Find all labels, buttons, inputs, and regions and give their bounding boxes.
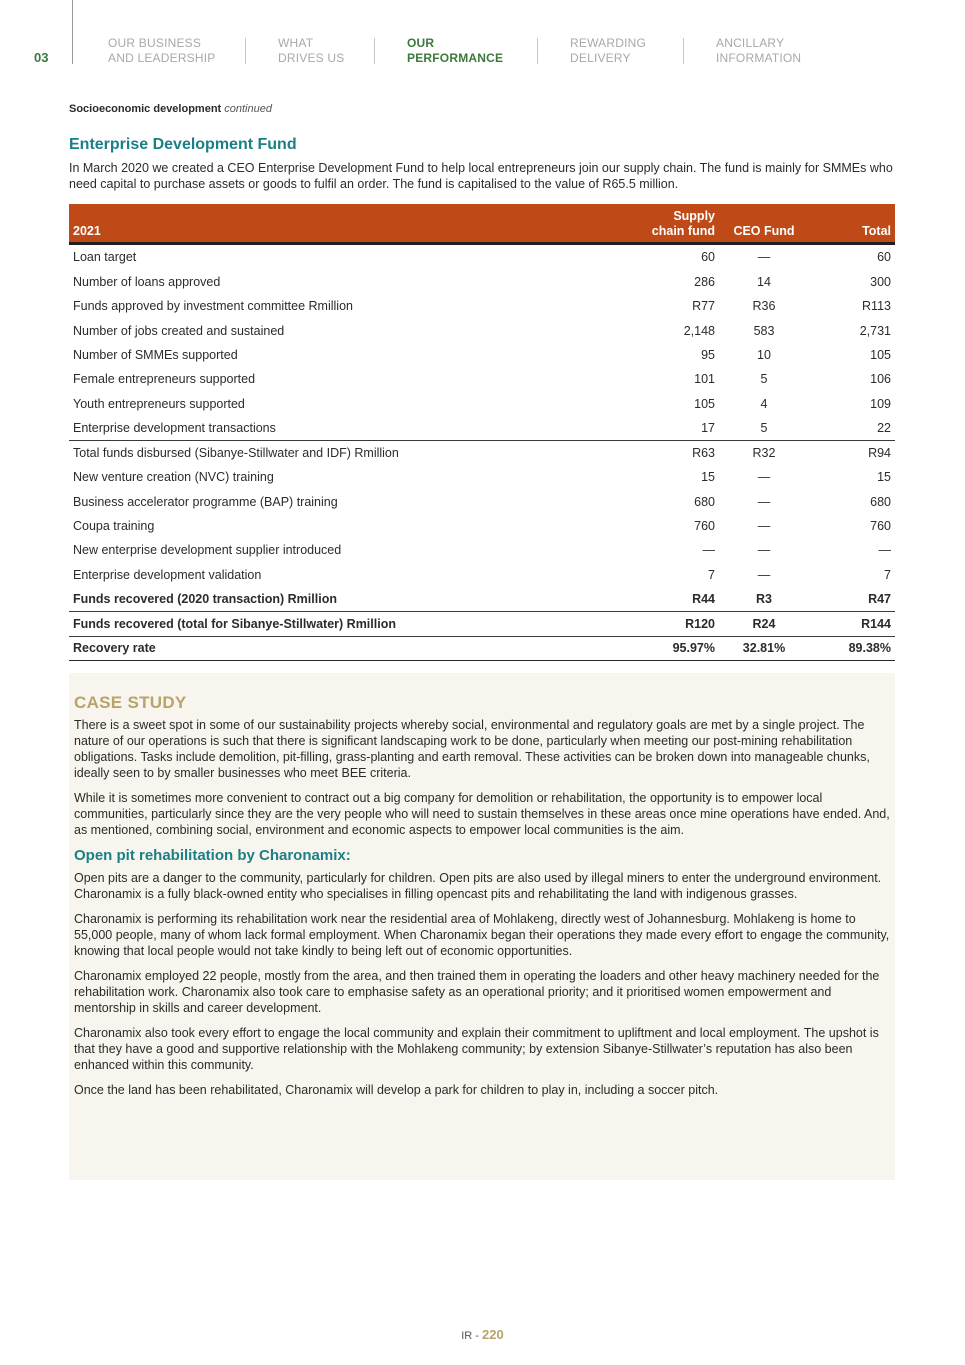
row-label: New venture creation (NVC) training bbox=[73, 470, 274, 485]
chapter-navigation bbox=[0, 0, 965, 80]
row-label: Total funds disbursed (Sibanye-Stillwater and IDF) Rmillion bbox=[69, 441, 629, 465]
nav-separator bbox=[683, 38, 684, 64]
row-supply-chain-fund: 60 bbox=[701, 250, 715, 265]
row-supply-chain-fund: R77 bbox=[692, 299, 715, 314]
nav-what-drives-us[interactable] bbox=[278, 36, 344, 66]
row-label: Number of SMMEs supported bbox=[73, 347, 238, 362]
row-ceo-fund: 14 bbox=[757, 274, 771, 289]
row-supply-chain-fund: 101 bbox=[694, 372, 715, 387]
case-study-paragraph: Charonamix is performing its rehabilitation work near the residential area of Mohlakeng, directly west of Johannesburg. Mohlakeng is home to 55,000 people, many of whom lack formal employment. When Charonamix began their operations they made every effort to engage the community, knowing that local people would not take kindly to being left out of economic opportunities. bbox=[74, 912, 890, 958]
row-total: 300 bbox=[870, 274, 891, 289]
row-supply-chain-fund: R63 bbox=[629, 441, 719, 465]
row-supply-chain-fund: R44 bbox=[692, 592, 715, 607]
row-total: 680 bbox=[870, 494, 891, 509]
case-study-paragraph: Charonamix also took every effort to engage the local community and explain their commitment to upliftment and local employment. The upshot is that they have a good and supportive relationship with the Mohlakeng community; by extension Sibanye-Stillwater’s reputation has also been enhanced within this community. bbox=[74, 1026, 879, 1072]
row-label: Enterprise development transactions bbox=[73, 421, 276, 436]
case-study-subtitle: Open pit rehabilitation by Charonamix: bbox=[74, 847, 351, 864]
row-ceo-fund: 583 bbox=[753, 323, 775, 338]
row-total: 760 bbox=[870, 519, 891, 534]
nav-ancillary-information[interactable] bbox=[716, 36, 801, 66]
nav-label: AND LEADERSHIP bbox=[108, 51, 216, 65]
section-continued: continued bbox=[224, 103, 272, 115]
nav-label: WHAT bbox=[278, 36, 314, 50]
row-supply-chain-fund: 105 bbox=[694, 396, 715, 411]
nav-separator bbox=[374, 38, 375, 64]
nav-our-performance[interactable] bbox=[407, 36, 503, 66]
chapter-divider bbox=[72, 0, 73, 64]
table-row bbox=[69, 636, 895, 660]
row-label: Number of loans approved bbox=[73, 274, 221, 289]
table-row bbox=[69, 563, 895, 587]
row-ceo-fund: 5 bbox=[760, 372, 768, 387]
page-footer bbox=[0, 1327, 965, 1342]
case-study-paragraph: Charonamix employed 22 people, mostly from the area, and then trained them in operating the loaders and other heavy machinery needed for the rehabilitation work. Charonamix also took care to emphasise safety as an operational priority; and it prioritised women empowerment and mentorship in skills and career development. bbox=[74, 969, 880, 1015]
header-year: 2021 bbox=[73, 224, 101, 238]
row-supply-chain-fund: 680 bbox=[694, 494, 715, 509]
row-supply-chain-fund: 17 bbox=[701, 421, 715, 436]
row-label: Female entrepreneurs supported bbox=[73, 372, 256, 387]
header-supply-line1: Supply bbox=[673, 209, 715, 223]
header-ceo-fund: CEO Fund bbox=[733, 224, 795, 238]
row-total: — bbox=[878, 543, 891, 558]
section-breadcrumb bbox=[69, 103, 272, 115]
case-study-paragraph: While it is sometimes more convenient to contract out a big company for demolition or rehabilitation, the opportunity is to empower local communities, particularly since they are the very people who will need to sustain themselves in these areas once mine operations have ended. And, as mentioned, combining social, environment and economic aspects to empower local communities is the aim. bbox=[74, 791, 890, 837]
row-ceo-fund: R36 bbox=[752, 299, 776, 314]
row-label: Youth entrepreneurs supported bbox=[73, 396, 245, 411]
row-label: Funds approved by investment committee Rmillion bbox=[73, 299, 353, 314]
row-total: R144 bbox=[809, 612, 895, 636]
case-study-paragraph: There is a sweet spot in some of our sustainability projects whereby social, environmental and regulatory goals are met by a single project. The nature of our operations is such that there is significant landscaping work to be done, particularly when meeting our post-mining rehabilitation obligations. Tasks include demolition, pit-filling, grass-planting and earth removal. These activities can be broken down into manageable chunks, ideally seen to by smaller businesses who meet BEE criteria. bbox=[74, 718, 870, 780]
row-supply-chain-fund: 95.97% bbox=[629, 636, 719, 660]
row-total: 7 bbox=[884, 567, 891, 582]
row-total: 15 bbox=[877, 470, 891, 485]
nav-rewarding-delivery[interactable] bbox=[570, 36, 646, 66]
row-label: Number of jobs created and sustained bbox=[73, 323, 285, 338]
row-label: Recovery rate bbox=[69, 636, 629, 660]
table-row bbox=[69, 587, 895, 611]
table-row bbox=[69, 245, 895, 269]
row-total: 89.38% bbox=[809, 636, 895, 660]
row-ceo-fund: — bbox=[757, 494, 771, 509]
header-supply-line2: chain fund bbox=[651, 224, 715, 238]
table-row bbox=[69, 416, 895, 440]
page-number: 220 bbox=[482, 1327, 504, 1342]
nav-separator bbox=[245, 38, 246, 64]
fund-intro: In March 2020 we created a CEO Enterprise Development Fund to help local entrepreneurs join our supply chain. The fund is mainly for SMMEs who need capital to purchase assets or goods to fulfil an order. The fund is capitalised to the value of R65.5 million. bbox=[69, 161, 893, 191]
nav-label: OUR bbox=[407, 36, 435, 50]
row-supply-chain-fund: 760 bbox=[694, 519, 715, 534]
nav-label: INFORMATION bbox=[716, 51, 802, 65]
row-ceo-fund: R24 bbox=[719, 612, 809, 636]
row-label: Enterprise development validation bbox=[73, 567, 262, 582]
table-row bbox=[69, 514, 895, 538]
nav-label: ANCILLARY bbox=[716, 36, 785, 50]
row-total: R47 bbox=[868, 592, 891, 607]
nav-separator bbox=[537, 38, 538, 64]
row-ceo-fund: 32.81% bbox=[719, 636, 809, 660]
row-ceo-fund: 4 bbox=[760, 396, 768, 411]
fund-title: Enterprise Development Fund bbox=[69, 136, 297, 153]
row-total: 105 bbox=[870, 347, 891, 362]
table-row bbox=[69, 441, 895, 465]
section-name: Socioeconomic development bbox=[69, 103, 222, 115]
row-total: 106 bbox=[870, 372, 891, 387]
row-ceo-fund: — bbox=[757, 567, 771, 582]
row-supply-chain-fund: 95 bbox=[701, 347, 715, 362]
table-row bbox=[69, 269, 895, 293]
row-ceo-fund: — bbox=[757, 250, 771, 265]
row-ceo-fund: R32 bbox=[719, 441, 809, 465]
table-row bbox=[69, 538, 895, 562]
table-row bbox=[69, 343, 895, 367]
row-label: New enterprise development supplier introduced bbox=[73, 543, 342, 558]
table-row bbox=[69, 392, 895, 416]
footer-prefix: IR - bbox=[461, 1330, 483, 1342]
enterprise-development-table bbox=[69, 204, 895, 661]
nav-label: REWARDING bbox=[570, 36, 647, 50]
row-ceo-fund: R3 bbox=[756, 592, 772, 607]
row-total: 22 bbox=[877, 421, 891, 436]
case-study-paragraph: Open pits are a danger to the community, particularly for children. Open pits are also used by illegal miners to enter the underground environment. Charonamix is a fully black-owned entity who specialises in filling opencast pits and rehabilitating the land with indigenous grasses. bbox=[74, 871, 882, 901]
row-total: 2,731 bbox=[859, 323, 891, 338]
row-total: R113 bbox=[862, 299, 891, 314]
table-row bbox=[69, 294, 895, 318]
row-ceo-fund: — bbox=[757, 470, 771, 485]
header-supply-chain-fund bbox=[629, 204, 719, 242]
row-ceo-fund: 10 bbox=[757, 347, 771, 362]
nav-our-business[interactable] bbox=[108, 36, 216, 66]
header-total: Total bbox=[862, 224, 891, 238]
table-row bbox=[69, 318, 895, 342]
row-supply-chain-fund: 15 bbox=[701, 470, 715, 485]
table-header-row bbox=[69, 204, 895, 242]
row-total: 60 bbox=[877, 250, 891, 265]
table-body bbox=[69, 245, 895, 660]
nav-label: DRIVES US bbox=[278, 51, 345, 65]
row-ceo-fund: — bbox=[757, 543, 771, 558]
table-row bbox=[69, 489, 895, 513]
row-supply-chain-fund: — bbox=[702, 543, 715, 558]
nav-label: OUR BUSINESS bbox=[108, 36, 202, 50]
row-label: Coupa training bbox=[73, 519, 155, 534]
row-label: Funds recovered (2020 transaction) Rmillion bbox=[73, 592, 337, 607]
row-label: Loan target bbox=[73, 250, 137, 265]
table-row bbox=[69, 612, 895, 636]
case-study-title: CASE STUDY bbox=[74, 693, 187, 712]
nav-label: DELIVERY bbox=[570, 51, 631, 65]
chapter-number: 03 bbox=[34, 50, 49, 65]
row-supply-chain-fund: 2,148 bbox=[683, 323, 715, 338]
case-study-panel bbox=[69, 673, 895, 1180]
row-label: Business accelerator programme (BAP) training bbox=[73, 494, 338, 509]
row-supply-chain-fund: R120 bbox=[629, 612, 719, 636]
case-study-paragraph: Once the land has been rehabilitated, Charonamix will develop a park for children to play in, including a soccer pitch. bbox=[74, 1083, 719, 1097]
row-ceo-fund: — bbox=[757, 519, 771, 534]
row-total: 109 bbox=[870, 396, 891, 411]
nav-label: PERFORMANCE bbox=[407, 51, 504, 65]
row-label: Funds recovered (total for Sibanye-Stillwater) Rmillion bbox=[69, 612, 629, 636]
row-supply-chain-fund: 286 bbox=[694, 274, 715, 289]
table-row bbox=[69, 367, 895, 391]
table-row bbox=[69, 465, 895, 489]
row-ceo-fund: 5 bbox=[760, 421, 768, 436]
row-total: R94 bbox=[809, 441, 895, 465]
row-supply-chain-fund: 7 bbox=[708, 567, 715, 582]
